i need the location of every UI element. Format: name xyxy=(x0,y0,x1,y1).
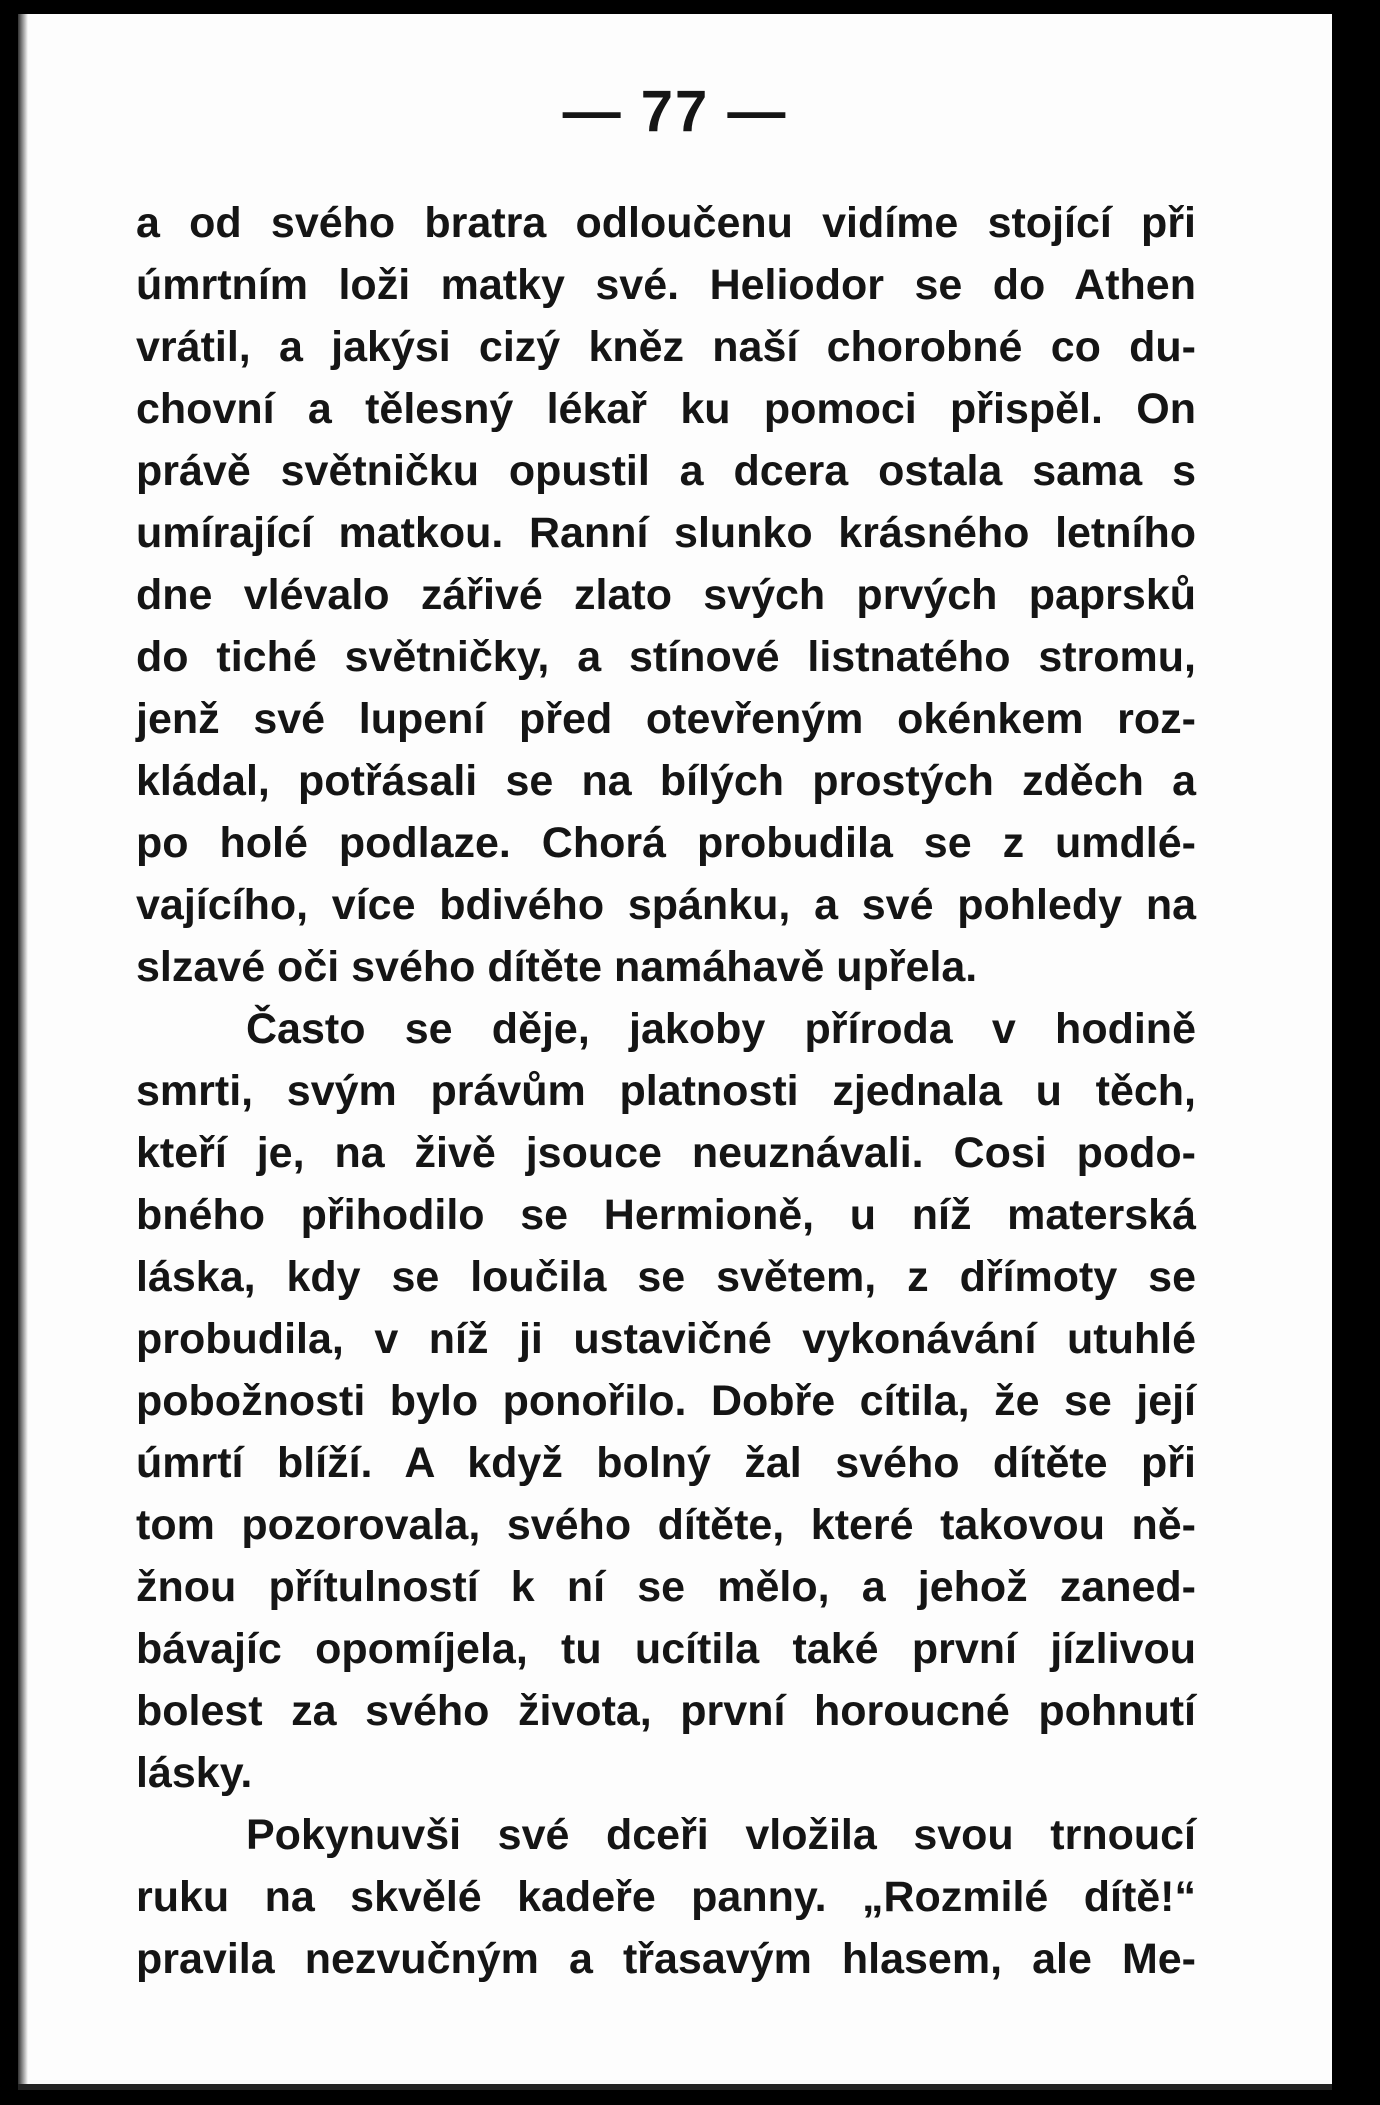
text-line: lásky. xyxy=(136,1749,253,1797)
text-line: kládal, potřásali se na bílých prostých zděch a xyxy=(136,757,1196,805)
text-line: kteří je, na živě jsouce neuznávali. Cosi podo- xyxy=(136,1129,1196,1177)
text-line: pobožnosti bylo ponořilo. Dobře cítila, že se její xyxy=(136,1377,1196,1425)
text-line: žnou přítulností k ní se mělo, a jehož zaned- xyxy=(136,1563,1196,1611)
text-line: bného přihodilo se Hermioně, u níž materská xyxy=(136,1191,1196,1239)
text-line: Pokynuvši své dceři vložila svou trnoucí xyxy=(246,1811,1196,1859)
page-edge-shadow xyxy=(18,14,28,2090)
body-text xyxy=(136,192,1196,1990)
text-line: vajícího, více bdivého spánku, a své pohledy na xyxy=(136,881,1196,929)
text-line: ruku na skvělé kadeře panny. „Rozmilé dítě!“ xyxy=(136,1873,1196,1921)
text-line: umírající matkou. Ranní slunko krásného letního xyxy=(136,509,1196,557)
text-line: smrti, svým právům platnosti zjednala u těch, xyxy=(136,1067,1196,1115)
text-line: vrátil, a jakýsi cizý kněz naší chorobné co du- xyxy=(136,323,1196,371)
text-line: chovní a tělesný lékař ku pomoci přispěl. On xyxy=(136,385,1196,433)
book-page xyxy=(18,14,1332,2090)
text-line: právě světničku opustil a dcera ostala sama s xyxy=(136,447,1196,495)
text-line: slzavé oči svého dítěte namáhavě upřela. xyxy=(136,943,978,991)
text-line: pravila nezvučným a třasavým hlasem, ale Me- xyxy=(136,1935,1196,1983)
text-line: po holé podlaze. Chorá probudila se z umdlé- xyxy=(136,819,1196,867)
text-line: láska, kdy se loučila se světem, z dřímoty se xyxy=(136,1253,1196,1301)
text-line: do tiché světničky, a stínové listnatého stromu, xyxy=(136,633,1196,681)
text-line: probudila, v níž ji ustavičné vykonávání utuhlé xyxy=(136,1315,1196,1363)
text-line: dne vlévalo zářivé zlato svých prvých paprsků xyxy=(136,571,1196,619)
text-line: Často se děje, jakoby příroda v hodině xyxy=(246,1005,1196,1053)
page-number: — 77 — xyxy=(562,79,788,144)
text-line: úmrtí blíží. A když bolný žal svého dítěte při xyxy=(136,1439,1196,1487)
page-bottom-edge xyxy=(18,2084,1332,2090)
text-line: úmrtním loži matky své. Heliodor se do Athen xyxy=(136,261,1196,309)
text-line: tom pozorovala, svého dítěte, které takovou ně- xyxy=(136,1501,1196,1549)
text-line: bolest za svého života, první horoucné pohnutí xyxy=(136,1687,1196,1735)
text-line: a od svého bratra odloučenu vidíme stojící při xyxy=(136,199,1196,247)
text-line: jenž své lupení před otevřeným okénkem roz- xyxy=(136,695,1196,743)
text-line: bávajíc opomíjela, tu ucítila také první jízlivou xyxy=(136,1625,1196,1673)
